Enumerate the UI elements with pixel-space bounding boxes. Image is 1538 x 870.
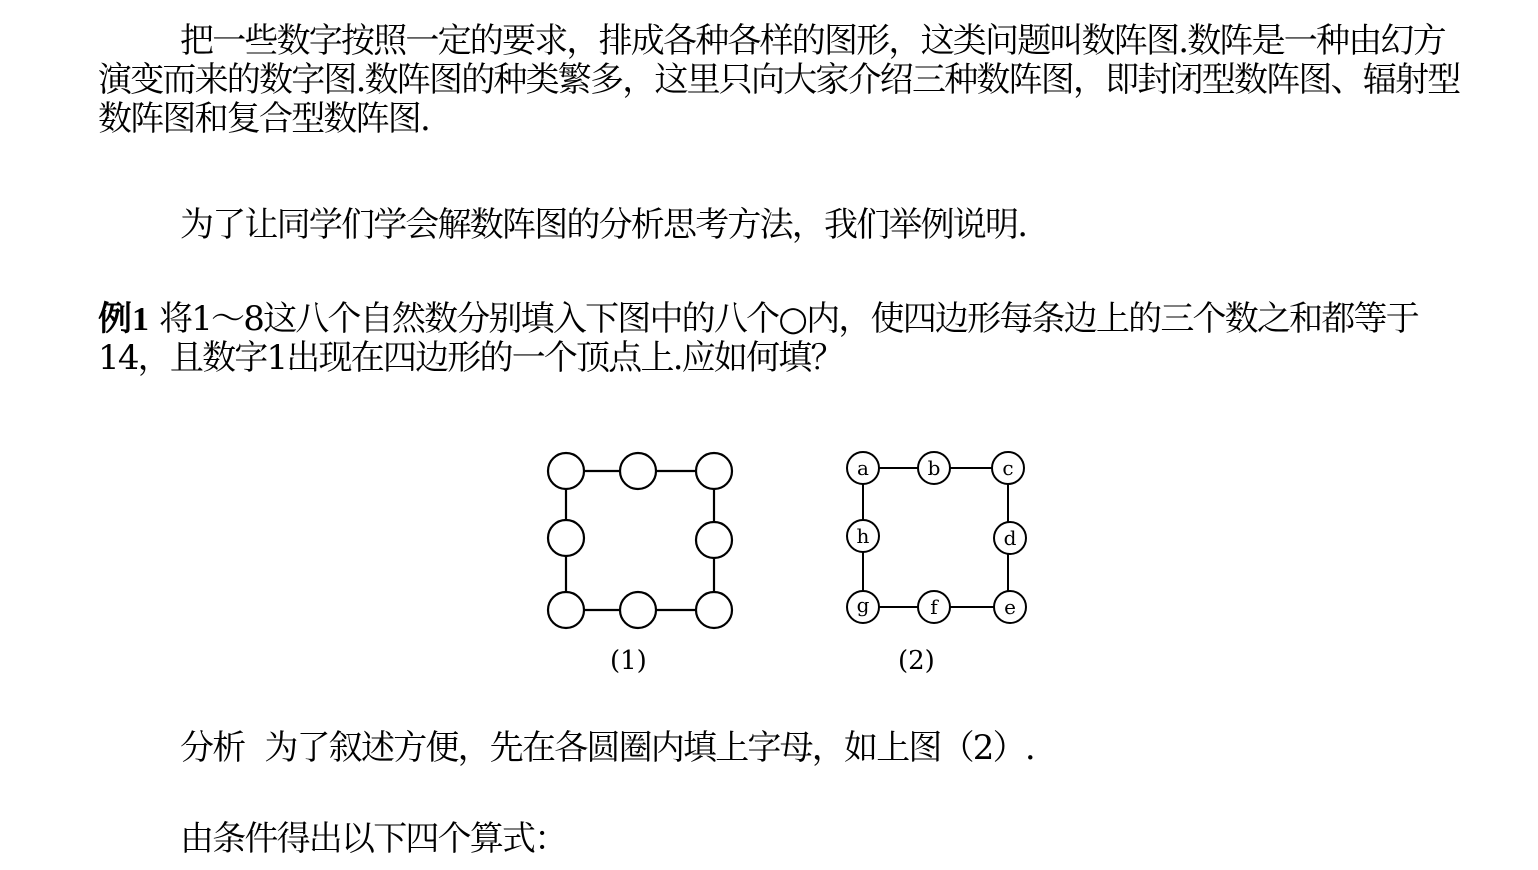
intro-paragraph: 把一些数字按照一定的要求，排成各种各样的图形，这类问题叫数阵图.数阵是一种由幻方演变而来的数字图.数阵图的种类繁多，这里只向大家介绍三种数阵图，即封闭型数阵图、辐射型数阵图和复合型数阵图. [98,21,1460,139]
figure-2-label-h: h [856,524,870,548]
example-1-label: 例1 [98,301,149,338]
analysis-paragraph [98,729,1476,768]
figure-1-caption: (1) [610,646,647,676]
conditions-paragraph: 由条件得出以下四个算式： [180,819,567,859]
figure-1-circle [548,453,584,489]
example-1-paragraph [98,300,1476,378]
figure-2-label-b: b [927,456,941,480]
figure-2-label-d: d [1003,526,1017,550]
figure-1-circle [696,522,732,558]
example-1-text: 将1～8这八个自然数分别填入下图中的八个○内，使四边形每条边上的三个数之和都等于14，且数字1出现在四边形的一个顶点上.应如何填？ [98,299,1418,378]
figure-2-label-e: e [1004,595,1016,619]
figure-1-circle [548,592,584,628]
figure-1-circle [620,592,656,628]
figure-2-label-f: f [930,595,938,619]
figure-1-diagram [548,453,732,628]
square-diagrams [520,430,1060,645]
figure-2-label-g: g [856,593,870,617]
purpose-paragraph: 为了让同学们学会解数阵图的分析思考方法，我们举例说明. [180,205,1027,245]
figure-1-circle [548,520,584,556]
figure-2-caption: (2) [898,646,935,676]
figure-1-circle [620,453,656,489]
figure-1-circle [696,453,732,489]
figure-1-circle [696,592,732,628]
figures [520,430,1060,690]
figure-2-label-a: a [857,456,869,480]
analysis-text: 为了叙述方便，先在各圆圈内填上字母，如上图（2）. [264,728,1034,768]
analysis-label: 分析 [180,728,245,768]
figure-2-label-c: c [1002,456,1014,480]
